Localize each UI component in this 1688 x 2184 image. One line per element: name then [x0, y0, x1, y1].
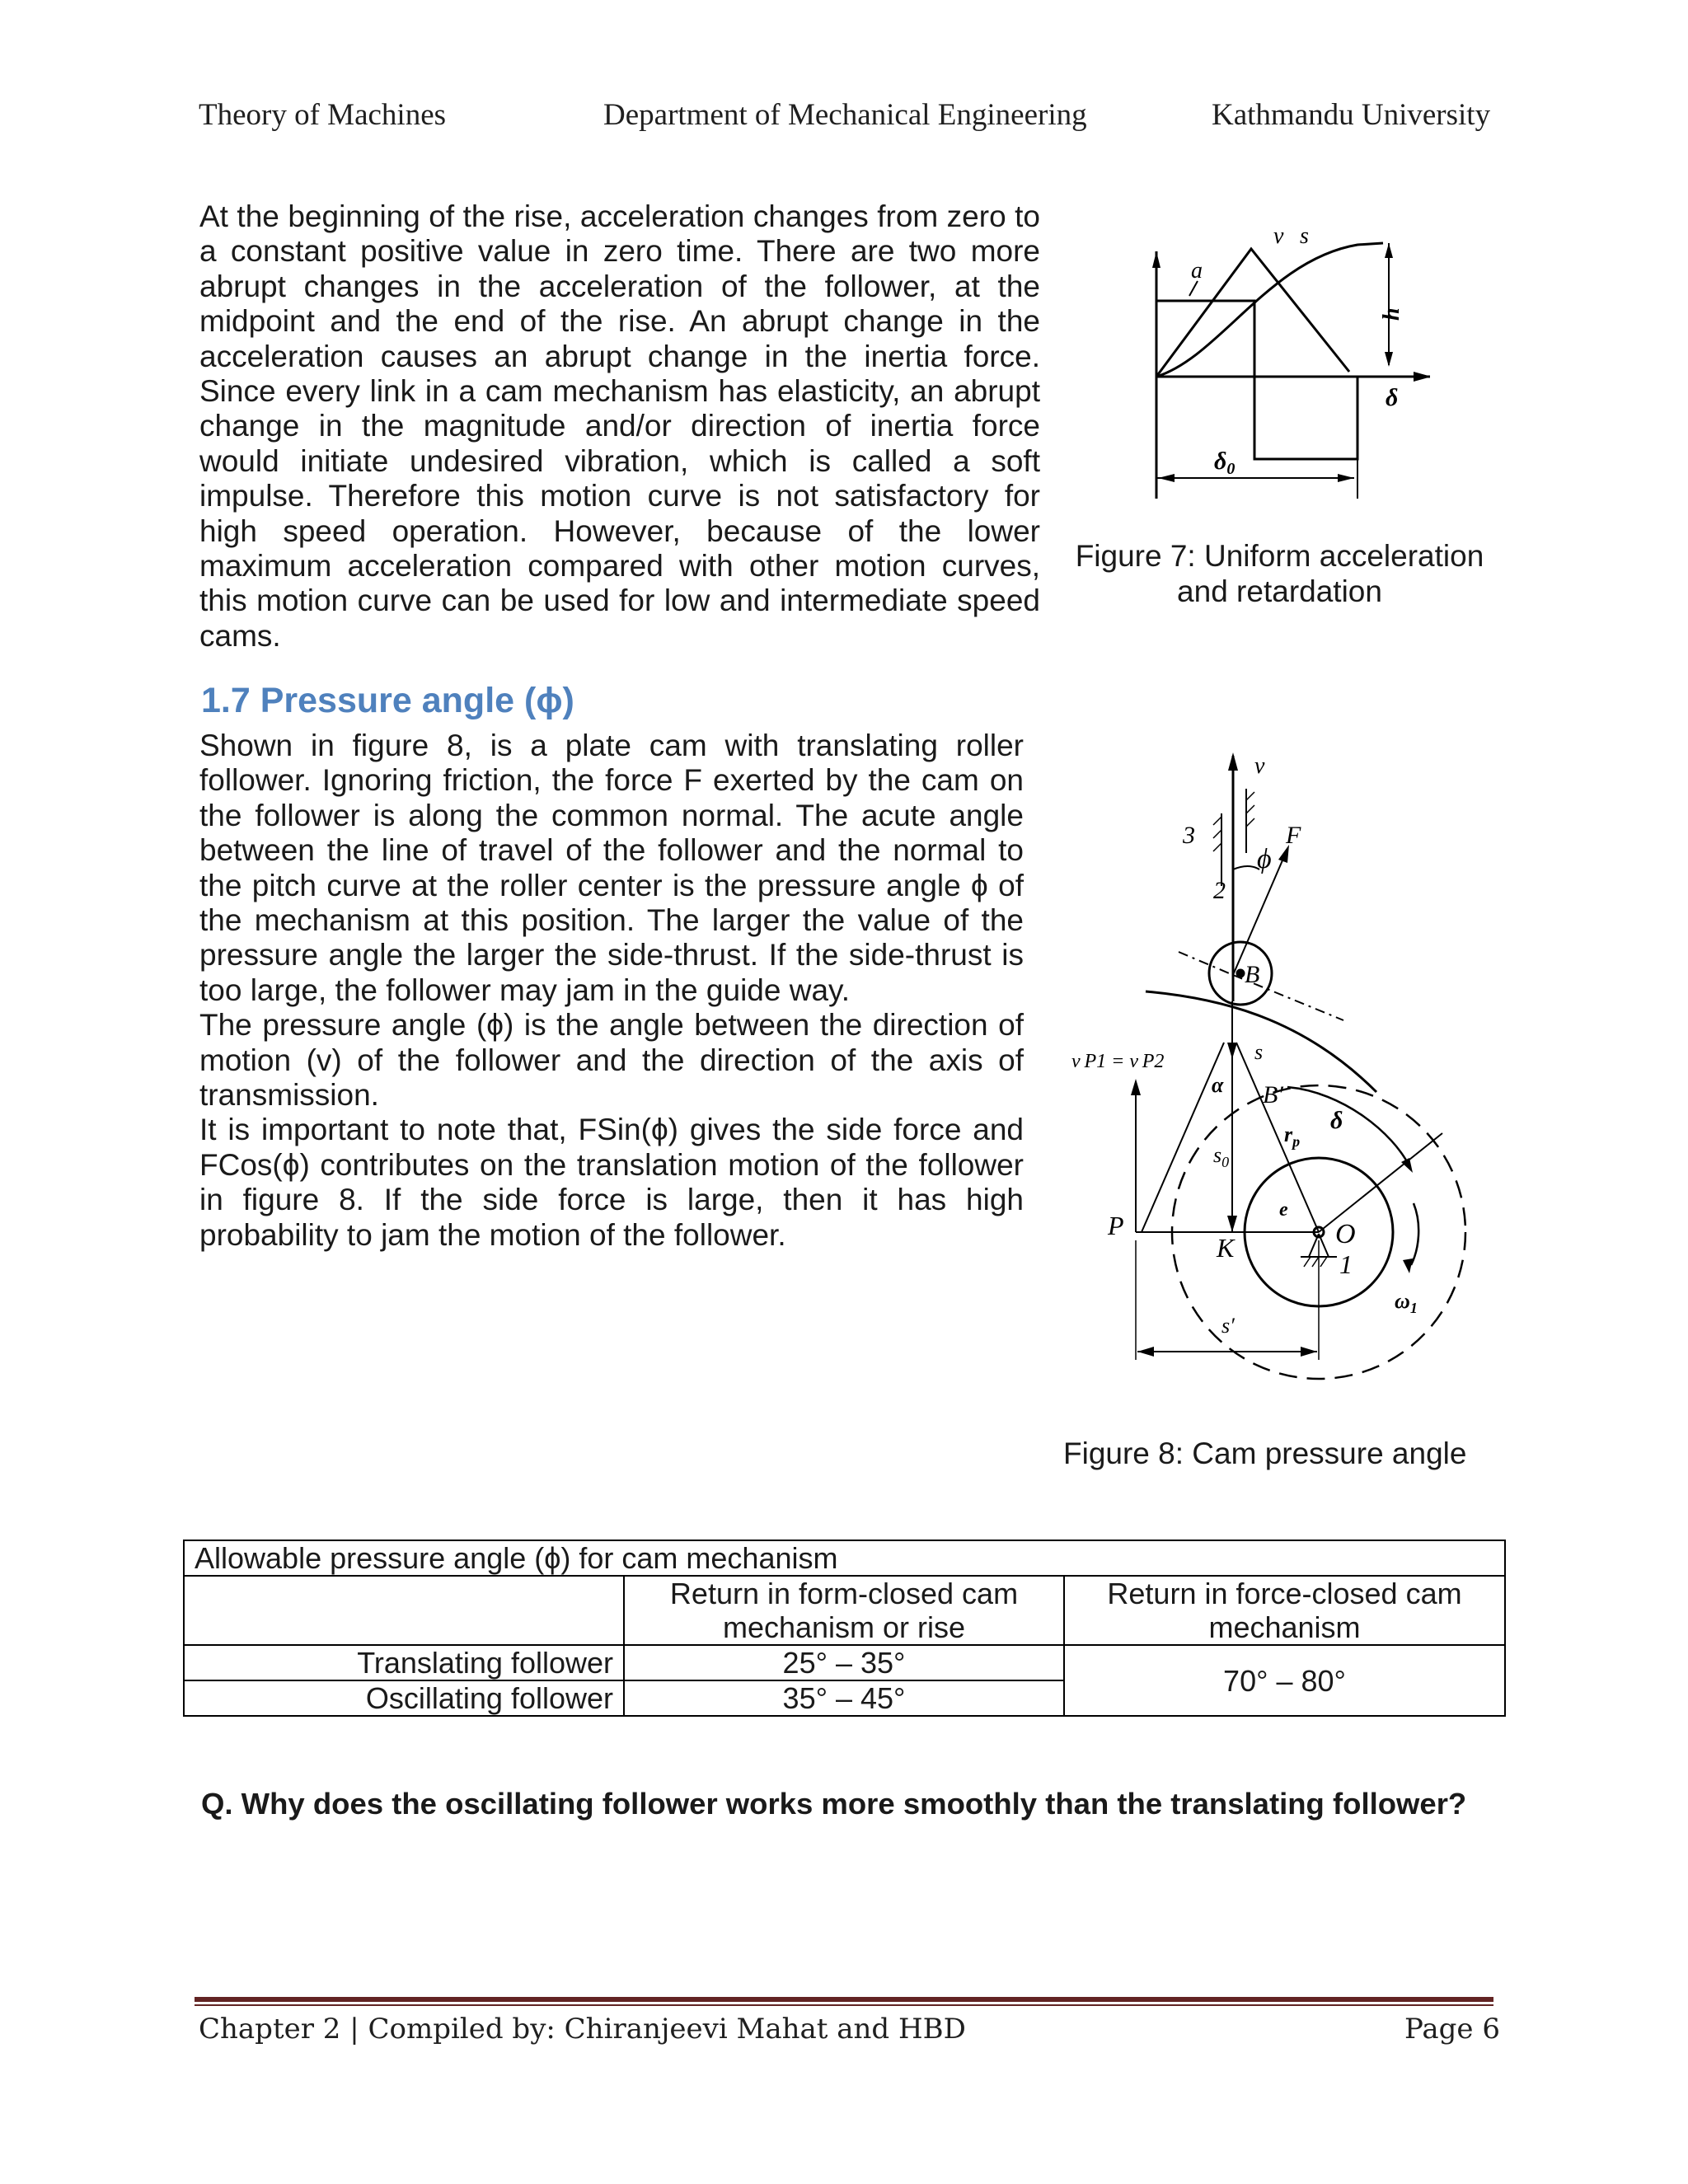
fig8-label-vp: v P1 = v P2 [1071, 1051, 1165, 1072]
figure-8-diagram [1071, 746, 1484, 1397]
fig8-label-s0: $s_0$ [1213, 1143, 1230, 1170]
fig8-label-rp: $r_p$ [1284, 1122, 1301, 1150]
fig8-omega-arc [1411, 1203, 1418, 1265]
table-header-force-closed: Return in force-closed cam mechanism [1064, 1576, 1505, 1645]
figure-7-diagram [1142, 227, 1430, 503]
fig8-label-2: 2 [1213, 877, 1226, 904]
section-paragraph-1: Shown in figure 8, is a plate cam with translating roller follower. Ignoring friction, the force F exerted by the cam on the follower is along the common normal. The acute angle between the line of travel of the follower and the normal to the pitch curve at the roller center is the pressure angle ϕ of the mechanism at this position. The larger the value of the pressure angle the larger the side-thrust. If the side-thrust is too large, the follower may jam in the guide way. [199, 729, 1024, 1007]
header-university: Kathmandu University [1212, 98, 1491, 132]
fig8-delta-arc [1287, 1087, 1409, 1166]
section-paragraph-3: It is important to note that, FSin(ϕ) gives the side force and FCos(ϕ) contributes on the translation motion of the follower in figure 8. If the side force is large, then it has high probability to jam the motion of the follower. [199, 1113, 1024, 1252]
fig8-label-3: 3 [1183, 822, 1195, 849]
fig8-label-alpha: α [1212, 1073, 1224, 1097]
fig8-label-B: B [1245, 961, 1260, 988]
fig7-velocity-curve [1156, 249, 1349, 377]
fig8-label-sprime: s′ [1221, 1314, 1235, 1338]
fig8-label-O: O [1335, 1219, 1356, 1249]
fig7-acceleration-curve [1156, 301, 1357, 459]
intro-paragraph: At the beginning of the rise, acceleration changes from zero to a constant positive value in zero time. There are two more abrupt changes in the acceleration of the follower, at the midpoint and the end of the rise. An abrupt change in the acceleration causes an abrupt change in the inertia force. Since every link in a cam mechanism has elasticity, an abrupt change in the magnitude and/or direction of inertia force would initiate undesired vibration, which is called a soft impulse. Therefore this motion curve is not satisfactory for high speed operation. However, because of the lower maximum acceleration compared with other motion curves, this motion curve can be used for low and intermediate speed cams. [199, 199, 1040, 653]
figure-7-caption-line1: Figure 7: Uniform acceleration [1075, 539, 1484, 573]
question: Q. Why does the oscillating follower works more smoothly than the translating follower? [201, 1787, 1467, 1821]
fig7-label-v: v [1273, 227, 1284, 249]
section-paragraph-2: The pressure angle (ϕ) is the angle between the direction of motion (v) of the follower and the direction of the axis of transmission. [199, 1008, 1024, 1113]
figure-7-caption-line2: and retardation [1177, 574, 1382, 608]
table-header-row [184, 1576, 1505, 1645]
table-cell-form-closed: 25° – 35° [624, 1645, 1064, 1680]
figure-7-caption [1071, 538, 1488, 609]
fig8-rp-line [1236, 1043, 1319, 1232]
fig7-label-a: a [1191, 258, 1203, 284]
table-cell-force-closed: 70° – 80° [1064, 1645, 1505, 1716]
fig8-label-e: e [1279, 1199, 1288, 1221]
footer-rule-thick [195, 1997, 1493, 2002]
fig8-label-v: v [1254, 753, 1265, 779]
footer-page-number: Page 6 [1404, 2013, 1500, 2046]
table-header-form-closed: Return in form-closed cam mechanism or rise [624, 1576, 1064, 1645]
fig8-label-K: K [1217, 1233, 1235, 1263]
footer-rule-thin [195, 2004, 1493, 2006]
figure-8-caption: Figure 8: Cam pressure angle [1063, 1436, 1467, 1470]
pressure-angle-table [183, 1540, 1506, 1717]
table-title: Allowable pressure angle (ϕ) for cam mechanism [184, 1540, 1505, 1576]
table-header-empty [184, 1576, 624, 1645]
section-heading: 1.7 Pressure angle (ϕ) [201, 681, 574, 720]
fig8-label-Bprime: B′ [1263, 1081, 1283, 1108]
fig8-label-1: 1 [1339, 1249, 1353, 1279]
table-row-label: Oscillating follower [184, 1680, 624, 1716]
table-row-label: Translating follower [184, 1645, 624, 1680]
fig7-label-delta: δ [1386, 384, 1399, 411]
table-cell-form-closed: 35° – 45° [624, 1680, 1064, 1716]
footer-left: Chapter 2 | Compiled by: Chiranjeevi Mahat and HBD [199, 2013, 966, 2046]
fig8-label-phi: ϕ [1257, 844, 1272, 874]
fig7-label-s: s [1300, 227, 1309, 249]
header-department: Department of Mechanical Engineering [603, 98, 1087, 132]
fig8-label-omega: $\omega_1$ [1395, 1289, 1418, 1316]
fig7-label-delta0: $\delta_0$ [1214, 448, 1236, 478]
fig7-label-h: h [1379, 307, 1404, 321]
table-row [184, 1645, 1505, 1680]
fig8-label-s: s [1254, 1040, 1264, 1064]
header-course: Theory of Machines [199, 98, 447, 132]
section-body [199, 729, 1024, 1253]
fig8-label-F: F [1286, 822, 1301, 849]
fig8-label-P: P [1108, 1211, 1124, 1240]
table-title-row [184, 1540, 1505, 1576]
fig8-label-delta: δ [1330, 1107, 1343, 1134]
